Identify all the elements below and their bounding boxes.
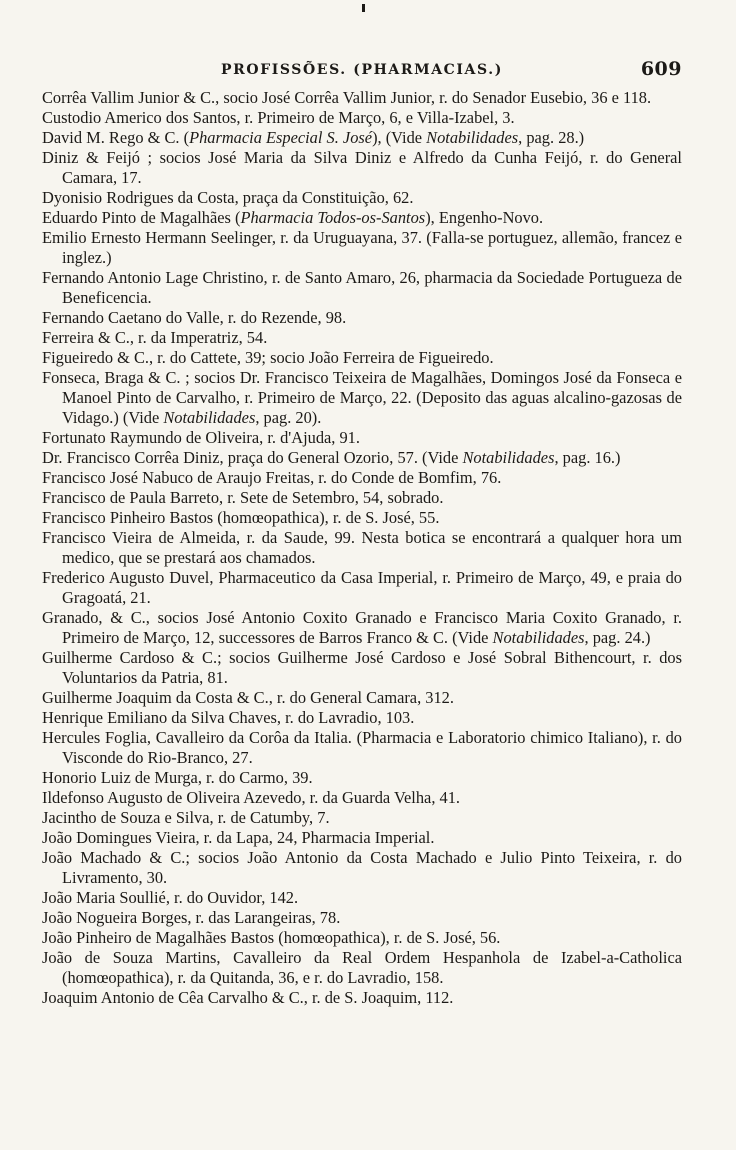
list-item bbox=[42, 508, 682, 528]
list-item bbox=[42, 908, 682, 928]
entry-text: Jacintho de Souza e Silva, r. de Catumby, 7. bbox=[42, 808, 330, 827]
italic-text: Notabilidades bbox=[426, 128, 519, 147]
italic-text: Notabilidades bbox=[462, 448, 555, 467]
list-item bbox=[42, 988, 682, 1008]
list-item bbox=[42, 928, 682, 948]
list-item bbox=[42, 488, 682, 508]
entry-text: João Domingues Vieira, r. da Lapa, 24, Pharmacia Imperial. bbox=[42, 828, 435, 847]
list-item bbox=[42, 268, 682, 308]
entry-text: João Maria Soullié, r. do Ouvidor, 142. bbox=[42, 888, 299, 907]
list-item bbox=[42, 528, 682, 568]
entry-text: Ferreira & C., r. da Imperatriz, 54. bbox=[42, 328, 268, 347]
list-item bbox=[42, 328, 682, 348]
list-item bbox=[42, 828, 682, 848]
entry-text: João Machado & C.; socios João Antonio da Costa Machado e Julio Pinto Teixeira, r. do Livramento, 30. bbox=[42, 848, 682, 887]
italic-text: Notabilidades bbox=[492, 628, 585, 647]
list-item bbox=[42, 648, 682, 688]
list-item bbox=[42, 688, 682, 708]
entry-text: João de Souza Martins, Cavalleiro da Real Ordem Hespanhola de Izabel-a-Catholica (homœopathica), r. da Quitanda, 36, e r. do Lavradio, 158. bbox=[42, 948, 682, 987]
list-item bbox=[42, 608, 682, 648]
entry-text: João Pinheiro de Magalhães Bastos (homœopathica), r. de S. José, 56. bbox=[42, 928, 501, 947]
entry-text: Corrêa Vallim Junior & C., socio José Corrêa Vallim Junior, r. do Senador Eusebio, 36 e 118. bbox=[42, 88, 652, 107]
list-item bbox=[42, 208, 682, 228]
list-item bbox=[42, 848, 682, 888]
entry-text: Fernando Antonio Lage Christino, r. de Santo Amaro, 26, pharmacia da Sociedade Portugueza de Beneficencia. bbox=[42, 268, 682, 307]
document-page bbox=[42, 58, 682, 1008]
entry-text: Dr. Francisco Corrêa Diniz, praça do General Ozorio, 57. (Vide bbox=[42, 448, 463, 467]
entry-text: Dyonisio Rodrigues da Costa, praça da Constituição, 62. bbox=[42, 188, 414, 207]
list-item bbox=[42, 468, 682, 488]
entry-text: ), Engenho-Novo. bbox=[425, 208, 544, 227]
print-mark bbox=[362, 4, 365, 12]
italic-text: Pharmacia Especial S. José bbox=[189, 128, 373, 147]
list-item bbox=[42, 88, 682, 108]
entry-text: , pag. 20). bbox=[255, 408, 322, 427]
entry-text: Francisco de Paula Barreto, r. Sete de Setembro, 54, sobrado. bbox=[42, 488, 444, 507]
entry-text: Hercules Foglia, Cavalleiro da Corôa da Italia. (Pharmacia e Laboratorio chimico Italiano), r. do Visconde do Rio-Branco, 27. bbox=[42, 728, 682, 767]
list-item bbox=[42, 788, 682, 808]
list-item bbox=[42, 228, 682, 268]
entry-text: , pag. 24.) bbox=[584, 628, 651, 647]
entry-text: Diniz & Feijó ; socios José Maria da Silva Diniz e Alfredo da Cunha Feijó, r. do General Camara, 17. bbox=[42, 148, 682, 187]
list-item bbox=[42, 148, 682, 188]
entry-text: Emilio Ernesto Hermann Seelinger, r. da Uruguayana, 37. (Falla-se portuguez, allemão, francez e inglez.) bbox=[42, 228, 682, 267]
entry-text: Joaquim Antonio de Cêa Carvalho & C., r. de S. Joaquim, 112. bbox=[42, 988, 454, 1007]
entry-text: Fonseca, Braga & C. ; socios Dr. Francisco Teixeira de Magalhães, Domingos José da Fonseca e Manoel Pinto de Carvalho, r. Primeiro de Março, 22. (Deposito das aguas alcalino-gazosas de Vidago.) (Vide bbox=[42, 368, 682, 427]
list-item bbox=[42, 108, 682, 128]
list-item bbox=[42, 708, 682, 728]
list-item bbox=[42, 188, 682, 208]
entry-text: Francisco Vieira de Almeida, r. da Saude, 99. Nesta botica se encontrará a qualquer hora um medico, que se prestará aos chamados. bbox=[42, 528, 682, 567]
italic-text: Notabilidades bbox=[163, 408, 256, 427]
entry-text: Honorio Luiz de Murga, r. do Carmo, 39. bbox=[42, 768, 313, 787]
entry-text: Figueiredo & C., r. do Cattete, 39; socio João Ferreira de Figueiredo. bbox=[42, 348, 494, 367]
entry-text: David M. Rego & C. ( bbox=[42, 128, 190, 147]
entry-text: Francisco Pinheiro Bastos (homœopathica), r. de S. José, 55. bbox=[42, 508, 440, 527]
entry-text: , pag. 28.) bbox=[518, 128, 585, 147]
entry-text: Guilherme Joaquim da Costa & C., r. do General Camara, 312. bbox=[42, 688, 454, 707]
entry-text: Guilherme Cardoso & C.; socios Guilherme José Cardoso e José Sobral Bithencourt, r. dos Voluntarios da Patria, 81. bbox=[42, 648, 682, 687]
entry-text: João Nogueira Borges, r. das Larangeiras, 78. bbox=[42, 908, 341, 927]
page-header bbox=[42, 58, 682, 86]
list-item bbox=[42, 948, 682, 988]
entry-text: ), (Vide bbox=[372, 128, 427, 147]
list-item bbox=[42, 448, 682, 468]
entry-text: Fernando Caetano do Valle, r. do Rezende, 98. bbox=[42, 308, 347, 327]
running-head: PROFISSÕES. (PHARMACIAS.) bbox=[221, 62, 503, 78]
entry-text: Granado, & C., socios José Antonio Coxito Granado e Francisco Maria Coxito Granado, r. Primeiro de Março, 12, successores de Barros Franco & C. (Vide bbox=[42, 608, 682, 647]
list-item bbox=[42, 128, 682, 148]
entry-text: Francisco José Nabuco de Araujo Freitas, r. do Conde de Bomfim, 76. bbox=[42, 468, 502, 487]
entry-text: Fortunato Raymundo de Oliveira, r. d'Ajuda, 91. bbox=[42, 428, 360, 447]
italic-text: Pharmacia Todos-os-Santos bbox=[240, 208, 426, 227]
list-item bbox=[42, 888, 682, 908]
list-item bbox=[42, 428, 682, 448]
list-item bbox=[42, 348, 682, 368]
entry-text: , pag. 16.) bbox=[554, 448, 621, 467]
list-item bbox=[42, 308, 682, 328]
list-item bbox=[42, 808, 682, 828]
entry-text: Custodio Americo dos Santos, r. Primeiro de Março, 6, e Villa-Izabel, 3. bbox=[42, 108, 515, 127]
page-number: 609 bbox=[640, 58, 682, 80]
entry-text: Henrique Emiliano da Silva Chaves, r. do Lavradio, 103. bbox=[42, 708, 415, 727]
pharmacy-list bbox=[42, 88, 682, 1008]
list-item bbox=[42, 568, 682, 608]
entry-text: Ildefonso Augusto de Oliveira Azevedo, r. da Guarda Velha, 41. bbox=[42, 788, 461, 807]
entry-text: Eduardo Pinto de Magalhães ( bbox=[42, 208, 241, 227]
list-item bbox=[42, 768, 682, 788]
entry-text: Frederico Augusto Duvel, Pharmaceutico da Casa Imperial, r. Primeiro de Março, 49, e praia do Gragoatá, 21. bbox=[42, 568, 682, 607]
list-item bbox=[42, 728, 682, 768]
list-item bbox=[42, 368, 682, 428]
